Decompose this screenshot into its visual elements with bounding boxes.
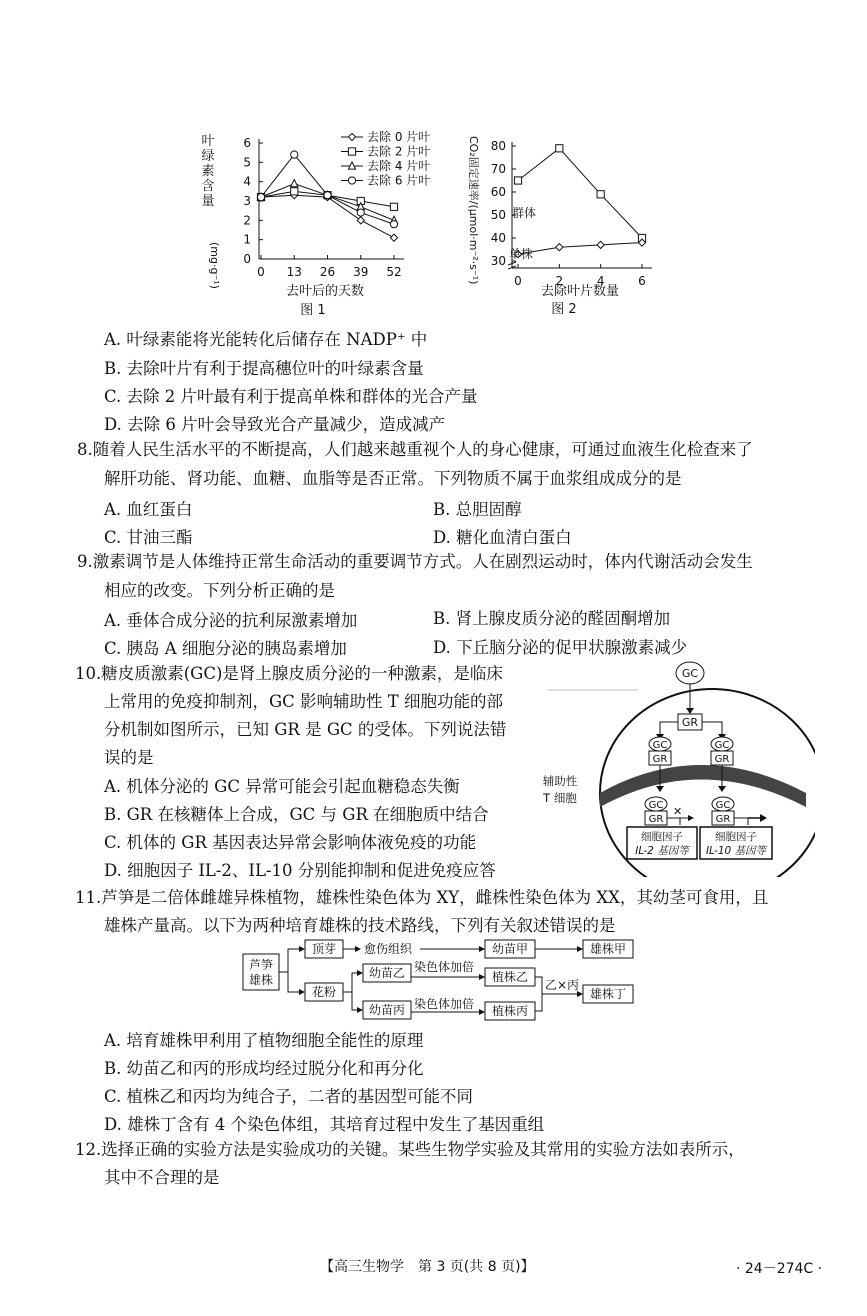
- block-mark: ✕: [673, 805, 683, 818]
- q11-option-a: A. 培育雄株甲利用了植物细胞全能性的原理: [104, 1031, 424, 1050]
- t-cell-label-2: T 细胞: [543, 791, 577, 805]
- figure-2-series-0-point: [556, 145, 563, 152]
- figure-1-legend-label: 去除 2 片叶: [367, 144, 431, 159]
- flow-cross-label: 乙×丙: [545, 978, 580, 992]
- gc-label-left: GC: [652, 740, 668, 751]
- figure-1-y-tick-label: 0: [243, 252, 251, 266]
- flow-start-label-1: 芦笋: [248, 958, 274, 972]
- flow-plant-c-label: 植株丙: [491, 1004, 529, 1018]
- q9-option-a: A. 垂体合成分泌的抗利尿激素增加: [104, 611, 358, 630]
- figure-2-xlabel: 去除叶片数量: [540, 284, 620, 299]
- figure-1-series-3-point: [324, 192, 331, 199]
- footer-code: · 24－274C ·: [736, 1261, 823, 1277]
- figure-1-y-tick-label: 1: [243, 232, 251, 247]
- figure-1-series-2-point: [291, 180, 298, 187]
- flow-start-label-2: 雄株: [248, 973, 274, 987]
- figure-1-series-3-point: [357, 209, 364, 216]
- figure-1-legend-label: 去除 6 片叶: [367, 173, 431, 188]
- q9-option-b: B. 肾上腺皮质分泌的醛固酮增加: [433, 609, 671, 628]
- figure-2-series-0-point: [514, 177, 521, 184]
- figure-1-chart: [195, 125, 450, 320]
- il2-gene-label-1: 细胞因子: [641, 831, 683, 843]
- flow-seedling-b-label: 幼苗乙: [368, 966, 406, 980]
- figure-2-x-tick-label: 2: [555, 274, 564, 288]
- figure-1-series-2-line: [261, 184, 394, 221]
- figure-2-y-tick-label: 50: [490, 208, 506, 222]
- figure-1-x-tick-label: 0: [257, 265, 265, 279]
- q8-stem-line-2: 解肝功能、肾功能、血糖、血脂等是否正常。下列物质不属于血浆组成成分的是: [104, 469, 682, 488]
- q9-option-d: D. 下丘脑分泌的促甲状腺激素减少: [433, 638, 688, 657]
- figure-1-y-tick-label: 3: [243, 194, 251, 208]
- figure-2-x-tick-label: 4: [596, 274, 605, 288]
- gc-label-right: GC: [714, 740, 730, 751]
- q8-option-b: B. 总胆固醇: [433, 500, 522, 519]
- figure-2-series-1-point: [597, 241, 604, 248]
- figure-1-y-tick-label: 2: [243, 213, 251, 228]
- q9-stem-line-2: 相应的改变。下列分析正确的是: [104, 581, 335, 600]
- flow-bud-label: 顶芽: [311, 942, 337, 956]
- figure-1-legend-label: 去除 4 片叶: [367, 159, 431, 173]
- q10-stem-line-2: 上常用的免疫抑制剂，GC 影响辅助性 T 细胞功能的部: [104, 692, 504, 711]
- q10-stem-line-1: 10.糖皮质激素(GC)是肾上腺皮质分泌的一种激素，是临床: [75, 664, 503, 683]
- figure-1-ylabel-unit: (mg·g⁻¹): [208, 242, 221, 289]
- figure-2-series-1-point: [556, 244, 563, 251]
- q11-option-b: B. 幼苗乙和丙的形成均经过脱分化和再分化: [104, 1059, 424, 1078]
- figure-2-chart: [462, 122, 677, 320]
- q8-option-a: A. 血红蛋白: [104, 500, 193, 519]
- q9-option-c: C. 胰岛 A 细胞分泌的胰岛素增加: [104, 639, 347, 658]
- flow-male-d-label: 雄株丁: [589, 987, 627, 1001]
- figure-1-y-tick-label: 4: [243, 174, 251, 189]
- q11-option-d: D. 雄株丁含有 4 个染色体组，其培育过程中发生了基因重组: [104, 1115, 545, 1134]
- flow-double-label-c: 染色体加倍: [414, 997, 475, 1011]
- figure-2-y-tick-label: 60: [490, 185, 506, 199]
- figure-1-series-0-point: [390, 234, 397, 241]
- q12-stem-line-1: 12.选择正确的实验方法是实验成功的关键。某些生物学实验及其常用的实验方法如表所示，: [75, 1140, 745, 1159]
- figure-1-x-tick-label: 13: [286, 265, 302, 279]
- figure-1-caption: 图 1: [300, 303, 326, 318]
- q11-stem-line-1: 11.芦笋是二倍体雌雄异株植物，雄株性染色体为 XY，雌株性染色体为 XX，其幼茎可食用，且: [75, 888, 769, 907]
- figure-2-y-tick-label: 30: [490, 254, 506, 268]
- figure-1-series-3-point: [257, 194, 264, 201]
- figure-2-x-tick-label: 0: [514, 274, 522, 288]
- gc-label-nucleus-left: GC: [648, 800, 664, 811]
- flow-seedling-c-label: 幼苗丙: [368, 1003, 406, 1017]
- t-cell-label-1: 辅助性: [542, 774, 578, 788]
- q9-stem-line-1: 9.激素调节是人体维持正常生命活动的重要调节方式。人在剧烈运动时，体内代谢活动会发生: [77, 552, 753, 571]
- q11-option-c: C. 植株乙和丙均为纯合子，二者的基因型可能不同: [104, 1087, 474, 1106]
- figure-1-xlabel: 去叶后的天数: [285, 284, 365, 299]
- figure-2-x-tick-label: 6: [638, 274, 646, 288]
- figure-1-legend-label: 去除 0 片叶: [367, 130, 431, 144]
- figure-1-ylabel-chars: [201, 134, 214, 209]
- q10-stem-line-4: 误的是: [104, 748, 154, 767]
- figure-2-series-0-line: [518, 148, 642, 238]
- figure-2-series-1-line: [518, 243, 642, 255]
- q8-option-c: C. 甘油三酯: [104, 528, 193, 547]
- svg-text:含: 含: [201, 179, 215, 194]
- figure-2-label-single: 单株: [509, 247, 534, 261]
- gr-label-nucleus-left: GR: [648, 814, 664, 825]
- nuclear-membrane: [600, 765, 806, 807]
- q11-stem-line-2: 雄株产量高。以下为两种培育雄株的技术路线，下列有关叙述错误的是: [104, 916, 616, 935]
- figure-1-x-tick-label: 39: [353, 265, 369, 279]
- figure-2-series-0-point: [597, 191, 604, 198]
- figure-1-series-3-point: [390, 221, 397, 228]
- figure-2-ylabel-text: CO₂固定速率/(μmol·m⁻²·s⁻¹): [467, 136, 480, 285]
- gr-label-left: GR: [652, 754, 668, 765]
- flow-seedling-a-label: 幼苗甲: [491, 942, 529, 956]
- figure-2-ylabel: [467, 136, 481, 284]
- q7-option-a: A. 叶绿素能将光能转化后储存在 NADP⁺ 中: [104, 330, 428, 349]
- q10-stem-line-3: 分机制如图所示，已知 GR 是 GC 的受体。下列说法错: [104, 720, 507, 739]
- svg-text:叶: 叶: [201, 134, 215, 149]
- figure-1-series-0-point: [357, 217, 364, 224]
- q7-option-d: D. 去除 6 片叶会导致光合产量减少，造成减产: [104, 415, 446, 434]
- q12-stem-line-2: 其中不合理的是: [104, 1168, 220, 1187]
- svg-text:量: 量: [201, 194, 215, 209]
- figure-2-y-tick-label: 80: [490, 139, 506, 153]
- il10-gene-label-2: IL-10 基因等: [705, 845, 767, 857]
- figure-2-y-tick-label: 70: [490, 162, 506, 176]
- il2-gene-label-2: IL-2 基因等: [635, 845, 689, 857]
- figure-1-series-1-point: [291, 188, 298, 195]
- gc-label-nucleus-right: GC: [715, 800, 731, 811]
- q10-diagram: [530, 657, 815, 877]
- q8-option-d: D. 糖化血清白蛋白: [433, 528, 572, 547]
- il10-gene-label-1: 细胞因子: [715, 831, 757, 843]
- q8-stem-line-1: 8.随着人民生活水平的不断提高，人们越来越重视个人的身心健康，可通过血液生化检查来了: [77, 440, 753, 459]
- footer-page-info: 【高三生物学 第 3 页(共 8 页)】: [320, 1259, 535, 1275]
- flow-pollen-label: 花粉: [311, 985, 337, 999]
- q10-option-a: A. 机体分泌的 GC 异常可能会引起血糖稳态失衡: [104, 777, 460, 796]
- figure-1-legend-marker: [348, 148, 355, 155]
- figure-1-legend-marker: [348, 133, 355, 140]
- figure-1-legend-marker: [348, 177, 355, 184]
- figure-1-x-tick-label: 26: [319, 265, 336, 279]
- figure-1-series-3-point: [291, 151, 298, 158]
- figure-2-label-group: 群体: [512, 206, 537, 220]
- figure-1-y-tick-label: 5: [243, 155, 251, 170]
- figure-1-x-tick-label: 52: [386, 265, 402, 279]
- svg-text:绿: 绿: [201, 149, 215, 164]
- gr-label-top: GR: [681, 716, 699, 729]
- gc-label-top: GC: [681, 667, 699, 680]
- q7-option-b: B. 去除叶片有利于提高穗位叶的叶绿素含量: [104, 359, 424, 378]
- flow-callus-label: 愈伤组织: [364, 942, 413, 956]
- figure-2-caption: 图 2: [551, 302, 577, 317]
- figure-1-series-1-point: [390, 203, 397, 210]
- q10-option-b: B. GR 在核糖体上合成，GC 与 GR 在细胞质中结合: [104, 805, 489, 824]
- q10-option-d: D. 细胞因子 IL-2、IL-10 分别能抑制和促进免疫应答: [104, 861, 496, 880]
- svg-text:素: 素: [201, 164, 215, 179]
- figure-1-ylabel: [201, 134, 221, 289]
- q11-flowchart: [240, 936, 640, 1026]
- flow-male-a-label: 雄株甲: [589, 942, 627, 956]
- q10-option-c: C. 机体的 GR 基因表达异常会影响体液免疫的功能: [104, 833, 477, 852]
- figure-2-y-tick-label: 40: [490, 231, 506, 245]
- flow-double-label-b: 染色体加倍: [414, 960, 475, 974]
- figure-1-y-tick-label: 6: [243, 136, 251, 150]
- figure-1-series-0-line: [261, 195, 394, 238]
- gr-label-nucleus-right: GR: [715, 814, 731, 825]
- flow-plant-b-label: 植株乙: [491, 970, 529, 984]
- gr-label-right: GR: [714, 754, 730, 765]
- q7-option-c: C. 去除 2 片叶最有利于提高单株和群体的光合产量: [104, 387, 478, 406]
